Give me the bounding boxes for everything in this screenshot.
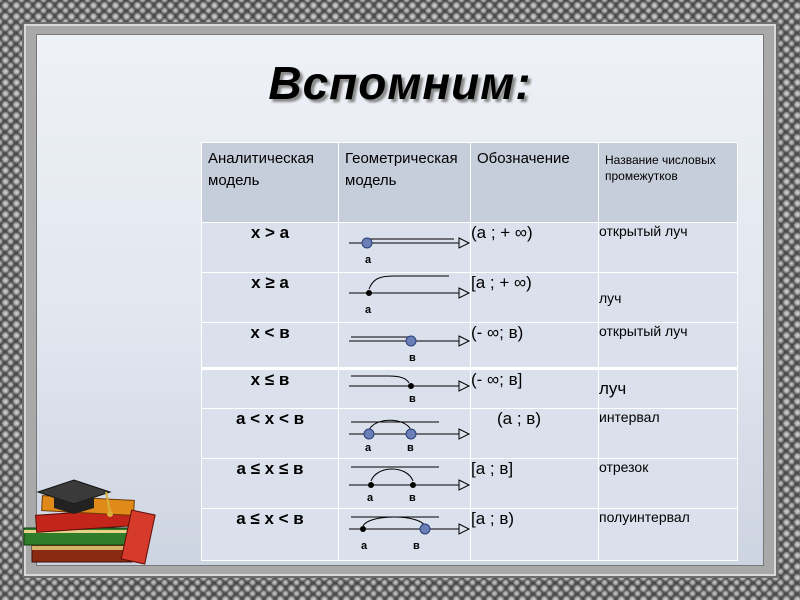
number-line-icon: [339, 273, 471, 323]
geometric-cell: [339, 409, 471, 459]
analytic-cell: a ≤ x < в: [202, 509, 339, 561]
notation-cell: (- ∞; в]: [471, 369, 599, 409]
point-label: а: [365, 442, 372, 454]
point-label: в: [413, 540, 420, 552]
notation-cell: (a ; в): [471, 409, 599, 459]
number-line-icon: [339, 459, 471, 509]
point-label: а: [365, 254, 372, 266]
number-line-icon: [339, 409, 471, 459]
number-line-icon: [339, 370, 471, 410]
analytic-cell: x > a: [202, 223, 339, 273]
point-label: а: [365, 304, 372, 316]
analytic-cell: x ≥ a: [202, 273, 339, 323]
geometric-cell: [339, 459, 471, 509]
header-geometric-model: Геометрическая модель: [339, 143, 471, 223]
analytic-cell: a < x < в: [202, 409, 339, 459]
table-row: [202, 459, 738, 509]
header-notation: Обозначение: [471, 143, 599, 223]
header-interval-name: Название числовых промежутков: [599, 143, 738, 223]
point-label: в: [409, 393, 416, 405]
geometric-cell: [339, 273, 471, 323]
table-row: [202, 409, 738, 459]
geometric-cell: [339, 323, 471, 369]
point-label: а: [361, 540, 368, 552]
geometric-cell: [339, 509, 471, 561]
geometric-cell: [339, 369, 471, 409]
table-row: [202, 273, 738, 323]
book-stack-icon: [18, 478, 158, 573]
interval-name-cell: луч: [599, 369, 738, 409]
table-row: [202, 369, 738, 409]
analytic-cell: a ≤ x ≤ в: [202, 459, 339, 509]
interval-name-cell: интервал: [599, 409, 738, 459]
notation-cell: (- ∞; в): [471, 323, 599, 369]
notation-cell: [a ; в]: [471, 459, 599, 509]
interval-name-cell: отрезок: [599, 459, 738, 509]
point-label: в: [409, 492, 416, 504]
interval-name-cell: открытый луч: [599, 323, 738, 369]
geometric-cell: [339, 223, 471, 273]
intervals-table: [201, 142, 738, 561]
point-label: в: [409, 352, 416, 364]
table-header-row: [202, 143, 738, 223]
header-analytic-model: Аналитическая модель: [202, 143, 339, 223]
analytic-cell: x ≤ в: [202, 369, 339, 409]
table-row: [202, 323, 738, 369]
interval-name-cell: луч: [599, 273, 738, 323]
interval-name-cell: открытый луч: [599, 223, 738, 273]
slide-title: Вспомним:: [268, 57, 532, 109]
number-line-icon: [339, 509, 471, 561]
point-label: в: [407, 442, 414, 454]
point-label: а: [367, 492, 374, 504]
notation-cell: [a ; + ∞): [471, 273, 599, 323]
analytic-cell: x < в: [202, 323, 339, 369]
table-row: [202, 509, 738, 561]
interval-name-cell: полуинтервал: [599, 509, 738, 561]
notation-cell: (a ; + ∞): [471, 223, 599, 273]
notation-cell: [a ; в): [471, 509, 599, 561]
number-line-icon: [339, 323, 471, 369]
number-line-icon: [339, 223, 471, 273]
table-row: [202, 223, 738, 273]
